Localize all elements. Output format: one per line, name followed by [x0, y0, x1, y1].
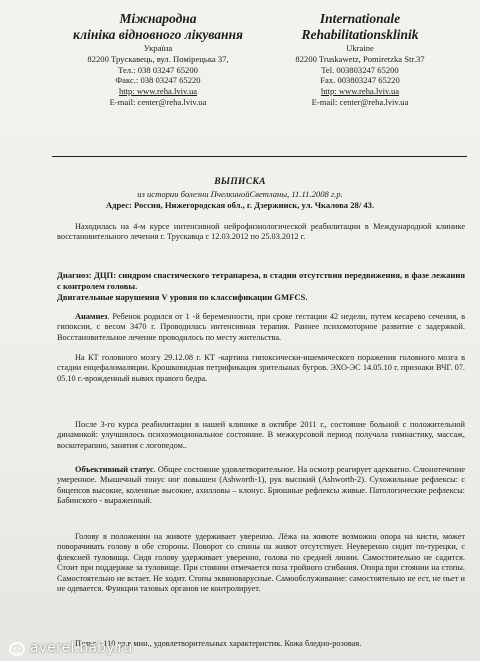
watermark-text: averel.baby.ru — [30, 640, 133, 656]
anamnesis-text: . Ребенок родился от 1 -й беременности, при сроке гестации 42 недели, путем кесарево сечения, в гипоксии, с весом 3470 г. Проводилась интенсивная терапия. Раннее психомоторное развитие с задержкой. Восстановительное лечение проводилось по месту жительства. — [57, 312, 465, 342]
head-control-text: Голову в положении на животе удерживает уверенно. Лёжа на животе возможна опора на кисти, может поворачивать голову в обе стороны. Поворот со спины на живот отсутствует. Неуверенно сидит по-турецки, с флексией туловища. Сидя голову удерживает уверенно, голова по средней линии. Самостоятельно не садится. Стоит при поддержке за туловище. При стоянии отмечается поза тройного сгибания. Опора при стоянии на стопы. Самостоятельно не встает. Не ходит. Стопы эквиноварусные. Самообслуживание: самостоятельно не ест, не пьет и не одевается. Функции тазовых органов не контролирует. — [57, 532, 465, 594]
pulse-text: Пульс - 110 уд.в мин., удовлетворительных характеристик. Кожа бледно-розовая. — [75, 639, 362, 648]
patient-address: Адрес: Россия, Нижегородская обл., г. Дзержинск, ул. Чкалова 28/ 43. — [105, 200, 375, 210]
intro-paragraph — [57, 222, 465, 243]
clinic-title-line1-de: Internationale — [319, 11, 401, 26]
anamnesis-label: Анамнез — [75, 312, 108, 321]
ct-text: На КТ головного мозгу 29.12.08 г. КТ -картина гипоксически-ишемического поражения головного мозга в стадии енцефаломаляции. Крошковидная петрификация зрительных бугров. ЭХО-ЭС 14.05.10 г. признаки ВЧГ. 07. 05.10 г.-врожденный вывих правого бедра. — [57, 353, 465, 383]
clinic-website-de[interactable]: http: www.reha.lviv.ua — [320, 86, 400, 97]
document-title: ВЫПИСКА — [214, 177, 266, 187]
clinic-title-line2-ua: клініка відновного лікування — [73, 27, 243, 42]
clinic-address-de: 82200 Truskawetz, Pomiretzka Str.37 — [295, 53, 425, 64]
status-text: . Общее состояние удовлетворительное. На осмотр реагирует адекватно. Слюнотечение умеренное. Мышечный тонус ног повышен (Ashworth-1), рук высокий (Ashworth-2). Сухожильные рефлексы: с бицепсов высокие, коленные высокие, ахилловы – клонус. Брюшные рефлексы живые. Патологические рефлексы: Бабинского - выраженный. — [57, 465, 466, 506]
head-control-paragraph — [57, 532, 465, 594]
clinic-fax-de: Fax. 003803247 65220 — [320, 75, 400, 86]
course-paragraph — [57, 420, 465, 451]
clinic-email-ua[interactable]: E-mail: center@reha.lviv.ua — [109, 96, 207, 107]
diagnosis-block — [57, 270, 465, 302]
anamnesis-paragraph — [57, 312, 465, 343]
diagnosis-line: Диагноз: ДЦП: синдром спастического тетрапареза, в стадии отсутствия передвижения, в фазе лежания с контролем головы. — [57, 270, 465, 291]
site-watermark — [8, 640, 132, 656]
baby-logo-icon — [8, 641, 26, 656]
clinic-tel-de: Tel. 003803247 65200 — [321, 64, 399, 75]
gmfcs-line: Двигательные нарушения V уровня по классификации GMFCS. — [57, 291, 308, 302]
header-divider — [52, 156, 467, 157]
status-paragraph — [57, 465, 465, 507]
clinic-country-de: Ukraine — [346, 43, 374, 53]
course-text: После 3-го курса реабилитации в нашей клинике в октябре 2011 г., состояние больной с положительной динамикой: улучшилось психоэмоциональное состояние. В межкурсовой период получала гимнастику, массаж, воскотерапию, занятия с логопедом.. — [57, 420, 465, 450]
ct-paragraph — [57, 353, 465, 384]
clinic-tel-ua: Тел.: 038 03247 65200 — [118, 64, 198, 75]
clinic-website-ua[interactable]: http: www.reha.lviv.ua — [118, 86, 198, 97]
clinic-header-ukrainian — [53, 11, 263, 108]
clinic-fax-ua: Факс.: 038 03247 65220 — [115, 75, 201, 86]
document-subtitle: из истории болезни ПчелкинойСветланы, 11.11.2008 г.р. — [137, 189, 343, 199]
status-label: Объективный статус — [75, 465, 154, 474]
clinic-title-line1-ua: Міжнародна — [119, 11, 197, 26]
clinic-header-german — [250, 11, 470, 108]
clinic-address-ua: 82200 Трускавець, вул. Помірецька 37, — [87, 53, 229, 64]
clinic-title-line2-de: Rehabilitationsklinik — [301, 27, 419, 42]
clinic-country-ua: Україна — [143, 43, 173, 53]
intro-text: Находилась на 4-м курсе интенсивной нейрофизиологической реабилитации в Международной клинике восстановительного лечения г. Трускавца с 12.03.2012 по 25.03.2012 г. — [57, 222, 465, 242]
clinic-email-de[interactable]: E-mail: center@reha.lviv.ua — [311, 96, 409, 107]
